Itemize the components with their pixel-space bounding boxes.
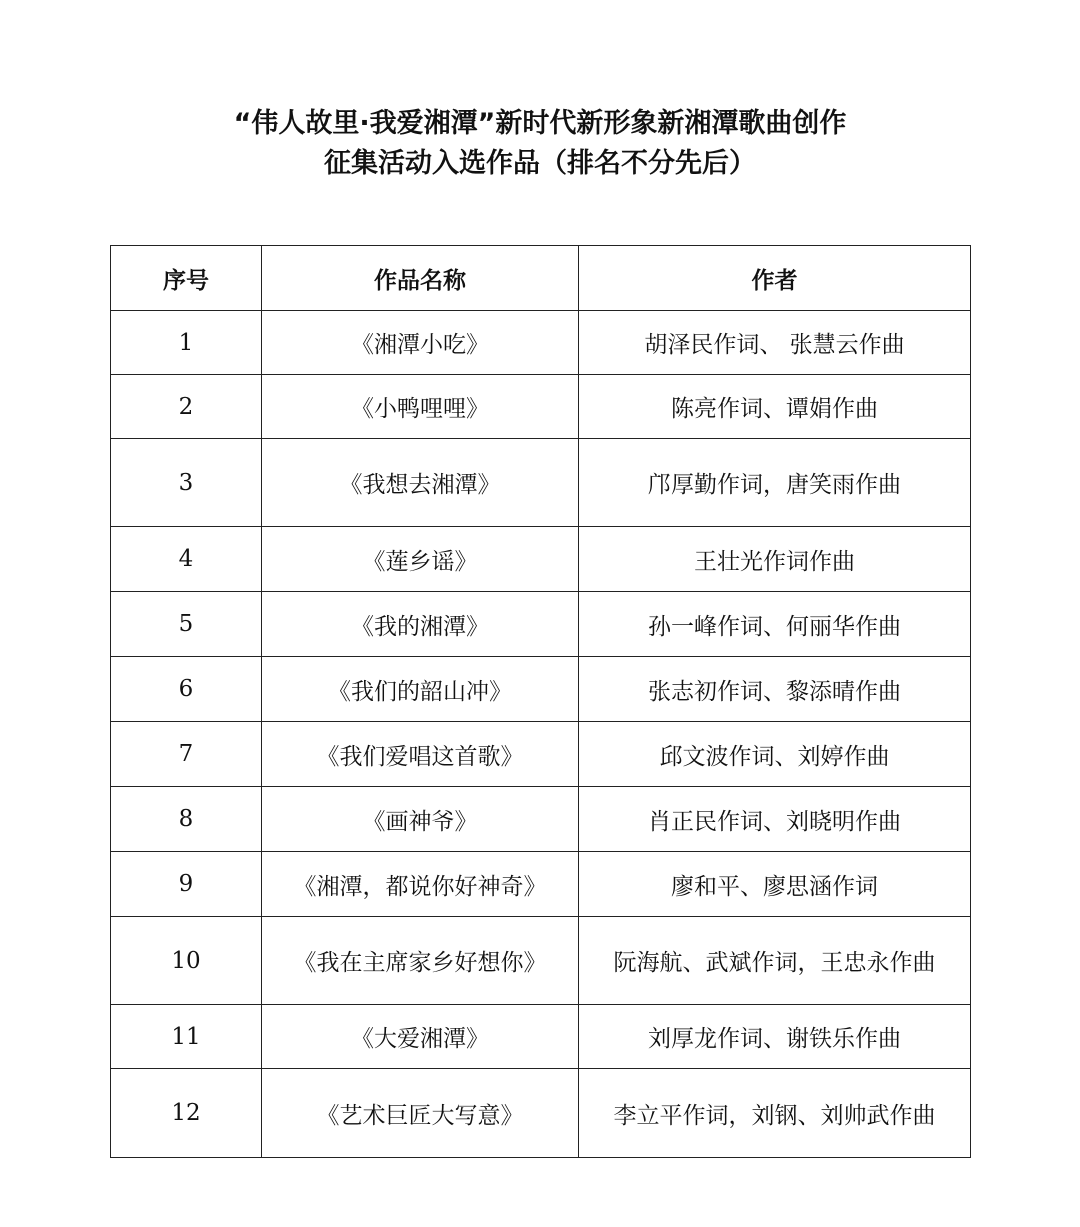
- cell-work-name: 《我想去湘潭》: [262, 439, 579, 527]
- cell-work-name: 《湘潭小吃》: [262, 311, 579, 375]
- cell-author: 胡泽民作词、 张慧云作曲: [579, 311, 971, 375]
- table-row: [111, 1005, 971, 1069]
- cell-work-name: 《湘潭，都说你好神奇》: [262, 852, 579, 917]
- title-line-1: “伟人故里·我爱湘潭”新时代新形象新湘潭歌曲创作: [233, 108, 847, 139]
- selected-works-table: [110, 245, 971, 1158]
- cell-number: 2: [111, 375, 262, 439]
- cell-author: 肖正民作词、刘晓明作曲: [579, 787, 971, 852]
- cell-work-name: 《我的湘潭》: [262, 592, 579, 657]
- cell-work-name: 《我们爱唱这首歌》: [262, 722, 579, 787]
- cell-author: 廖和平、廖思涵作词: [579, 852, 971, 917]
- cell-author: 阮海航、武斌作词，王忠永作曲: [579, 917, 971, 1005]
- cell-work-name: 《我们的韶山冲》: [262, 657, 579, 722]
- table-row: [111, 787, 971, 852]
- document-title: [0, 104, 1080, 184]
- cell-number: 1: [111, 311, 262, 375]
- cell-number: 6: [111, 657, 262, 722]
- table-row: [111, 657, 971, 722]
- cell-work-name: 《小鸭哩哩》: [262, 375, 579, 439]
- cell-author: 王壮光作词作曲: [579, 527, 971, 592]
- cell-author: 刘厚龙作词、谢铁乐作曲: [579, 1005, 971, 1069]
- cell-author: 张志初作词、黎添晴作曲: [579, 657, 971, 722]
- table-row: [111, 917, 971, 1005]
- table-row: [111, 722, 971, 787]
- cell-number: 9: [111, 852, 262, 917]
- table-row: [111, 852, 971, 917]
- cell-number: 7: [111, 722, 262, 787]
- cell-number: 3: [111, 439, 262, 527]
- table-row: [111, 527, 971, 592]
- title-line-2: 征集活动入选作品（排名不分先后）: [324, 148, 756, 179]
- header-number: 序号: [111, 246, 262, 311]
- header-work-name: 作品名称: [262, 246, 579, 311]
- cell-number: 11: [111, 1005, 262, 1069]
- header-author: 作者: [579, 246, 971, 311]
- cell-author: 邝厚勤作词，唐笑雨作曲: [579, 439, 971, 527]
- table-row: [111, 592, 971, 657]
- cell-work-name: 《我在主席家乡好想你》: [262, 917, 579, 1005]
- table-row: [111, 439, 971, 527]
- cell-number: 4: [111, 527, 262, 592]
- cell-work-name: 《大爱湘潭》: [262, 1005, 579, 1069]
- cell-number: 5: [111, 592, 262, 657]
- cell-author: 邱文波作词、刘婷作曲: [579, 722, 971, 787]
- cell-number: 12: [111, 1069, 262, 1158]
- cell-work-name: 《艺术巨匠大写意》: [262, 1069, 579, 1158]
- cell-work-name: 《莲乡谣》: [262, 527, 579, 592]
- table-row: [111, 1069, 971, 1158]
- cell-author: 孙一峰作词、何丽华作曲: [579, 592, 971, 657]
- cell-number: 8: [111, 787, 262, 852]
- cell-number: 10: [111, 917, 262, 1005]
- table-row: [111, 311, 971, 375]
- table-header-row: [111, 246, 971, 311]
- table-row: [111, 375, 971, 439]
- cell-author: 陈亮作词、谭娟作曲: [579, 375, 971, 439]
- cell-author: 李立平作词，刘钢、刘帅武作曲: [579, 1069, 971, 1158]
- cell-work-name: 《画神爷》: [262, 787, 579, 852]
